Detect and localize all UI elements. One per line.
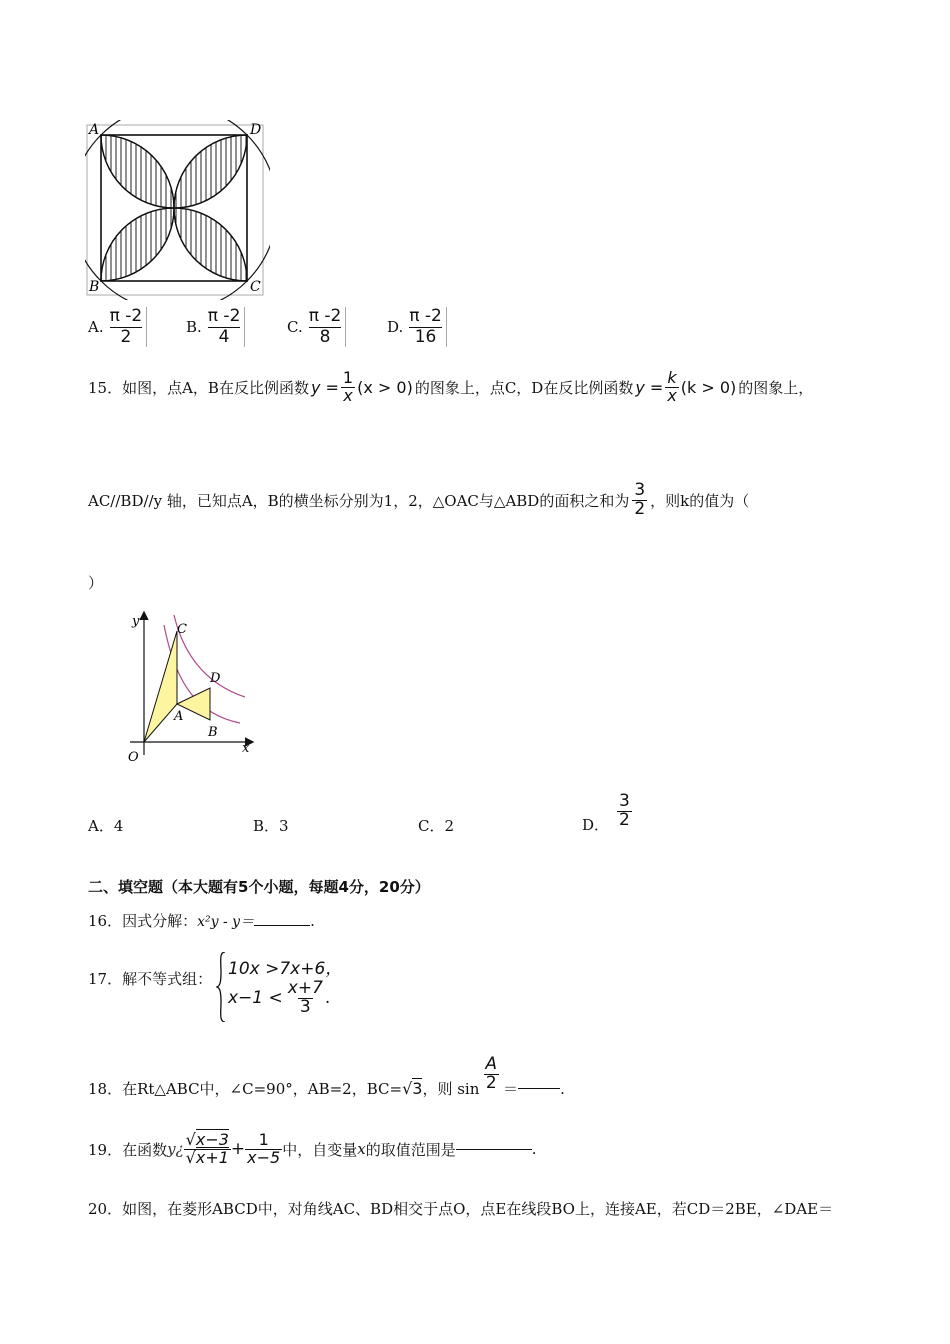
choice-fraction: [309, 307, 347, 347]
denominator: 2: [485, 1073, 497, 1093]
denominator: 2: [619, 810, 630, 830]
denominator: x−5: [247, 1147, 281, 1167]
q15-line2-b: ，则k的值为（: [650, 491, 750, 510]
denominator: √x+1: [185, 1147, 229, 1167]
label-y: y: [132, 614, 140, 629]
choice-label: C．: [418, 817, 445, 835]
period: .: [560, 1079, 565, 1098]
label-B: B: [89, 279, 100, 295]
choice-label: A．: [88, 817, 114, 835]
label-C: C: [250, 279, 261, 295]
denominator: x: [667, 385, 677, 405]
q19-text-2: 中，自变量: [282, 1140, 358, 1159]
q15-text-3: 的图象上，: [738, 378, 814, 397]
q15-choice-c[interactable]: [418, 815, 454, 836]
numerator: 3: [634, 480, 646, 500]
label-C: C: [177, 622, 187, 637]
fraction: [286, 980, 325, 1017]
fraction-1: [184, 1132, 231, 1167]
lhs: x−1 <: [228, 988, 283, 1009]
q15-line2: [88, 482, 749, 519]
q16: [88, 910, 315, 931]
condition: (k > 0): [680, 377, 737, 397]
question-number: 15．: [88, 378, 123, 397]
q18: [88, 1050, 565, 1099]
brace: [216, 952, 226, 1022]
denominator: 2: [634, 498, 646, 519]
q14-choice-a[interactable]: [88, 307, 147, 347]
denominator: 3: [299, 996, 311, 1017]
inequality-1: 10x >7x+6，: [228, 959, 343, 979]
lhs: y =: [310, 377, 339, 397]
numerator: 1: [258, 1130, 269, 1149]
period: .: [531, 1140, 537, 1159]
denominator: 2: [110, 327, 143, 348]
fraction-2: [245, 1132, 282, 1167]
inequality-2: [228, 980, 330, 1017]
y-symbol: y¿: [167, 1140, 184, 1159]
q15-choice-b[interactable]: [253, 815, 289, 836]
q15-figure: [120, 605, 260, 765]
choice-value: 4: [113, 817, 124, 835]
choice-value: 2: [444, 817, 455, 835]
choice-label: A.: [88, 318, 104, 337]
numerator: 3: [619, 791, 630, 812]
q15-choice-a[interactable]: [88, 815, 123, 836]
question-number: 20．: [88, 1200, 123, 1218]
numerator: π -2: [109, 306, 143, 326]
function-1: [311, 370, 413, 405]
sum-fraction: [632, 482, 647, 519]
sqrt: √3: [402, 1079, 423, 1098]
radicand: 3: [412, 1079, 423, 1098]
q17-text: 解不等式组：: [122, 970, 213, 988]
choice-label: B．: [253, 817, 280, 835]
label-x: x: [242, 741, 250, 756]
question-number: 16．: [88, 912, 123, 930]
numerator: 1: [342, 368, 354, 387]
triangle-OAC: [144, 631, 177, 742]
choice-fraction: [208, 307, 246, 347]
label-D: D: [250, 122, 262, 138]
q18-text-2: ，则 sin: [422, 1080, 480, 1098]
label-O: O: [128, 750, 139, 765]
q15-close-paren: ）: [88, 574, 104, 592]
q17-system: [216, 950, 356, 1028]
q20-text: 如图，在菱形ABCD中，对角线AC、BD相交于点O，点E在线段BO上，连接AE，若CD＝2BE，∠DAE＝: [122, 1200, 834, 1218]
question-number: 19．: [88, 1140, 123, 1159]
label-D: D: [210, 671, 221, 686]
q14-choice-b[interactable]: [186, 307, 245, 347]
q20: [88, 1198, 833, 1219]
numerator: π -2: [207, 306, 241, 326]
numerator: √x−3: [185, 1130, 229, 1149]
answer-blank[interactable]: [456, 1149, 532, 1150]
choice-fraction: [617, 793, 632, 830]
numerator: A: [485, 1054, 498, 1075]
numerator: k: [667, 368, 677, 387]
q16-text: 因式分解：: [122, 912, 198, 930]
period: .: [324, 988, 331, 1009]
fraction: [665, 370, 678, 405]
choice-label: C.: [287, 318, 303, 337]
section-title: 二、填空题（本大题有5个小题，每题4分，20分）: [88, 878, 430, 896]
q14-choice-c[interactable]: [287, 307, 346, 347]
radicand: x+1: [195, 1147, 229, 1167]
period: .: [310, 912, 315, 930]
fraction: [341, 370, 355, 405]
question-number: 17．: [88, 970, 123, 988]
choice-fraction: [409, 307, 447, 347]
choice-label: D.: [387, 318, 404, 337]
answer-blank[interactable]: [518, 1088, 560, 1089]
plus: +: [230, 1139, 246, 1160]
q19: [88, 1132, 537, 1167]
q18-text-1: 在Rt△ABC中，∠C=90°，AB=2，BC=: [122, 1080, 403, 1098]
label-A: A: [89, 122, 100, 138]
denominator: 4: [208, 327, 241, 348]
radicand: x−3: [195, 1130, 229, 1149]
choice-label: B.: [186, 318, 202, 337]
choice-fraction: [110, 307, 148, 347]
numerator: π -2: [409, 306, 442, 326]
q14-choice-d[interactable]: [387, 307, 447, 347]
denominator: 16: [409, 327, 442, 348]
half-angle-fraction: [483, 1056, 499, 1093]
question-number: 18．: [88, 1080, 123, 1098]
q15-text-2: 的图象上，点C，D在反比例函数: [414, 378, 634, 397]
q19-text-3: 的取值范围是: [365, 1140, 456, 1159]
label-B: B: [208, 725, 218, 740]
label-A: A: [174, 709, 184, 724]
q17-label: [88, 968, 212, 989]
choice-value: 3: [279, 817, 289, 835]
lhs: y =: [635, 377, 664, 397]
q15-text-1: 如图，点A，B在反比例函数: [122, 378, 309, 397]
condition: (x > 0): [357, 377, 413, 397]
denominator: x: [343, 385, 353, 405]
numerator: x+7: [287, 978, 323, 998]
q14-figure: [85, 120, 270, 300]
q15-line2-a: AC//BD//y 轴，已知点A，B的横坐标分别为1，2，△OAC与△ABD的面积之和为: [88, 491, 630, 510]
q15-choice-d[interactable]: [582, 788, 632, 835]
denominator: 8: [309, 327, 342, 348]
q19-text-1: 在函数: [122, 1140, 168, 1159]
q16-expr: x²y - y＝: [197, 914, 255, 930]
equals: ＝: [503, 1080, 519, 1098]
variable: x: [357, 1140, 366, 1159]
q15-line1: [88, 370, 813, 405]
numerator: π -2: [308, 306, 342, 326]
function-2: [635, 370, 736, 405]
choice-label: D．: [582, 816, 610, 834]
answer-blank[interactable]: [254, 925, 310, 926]
